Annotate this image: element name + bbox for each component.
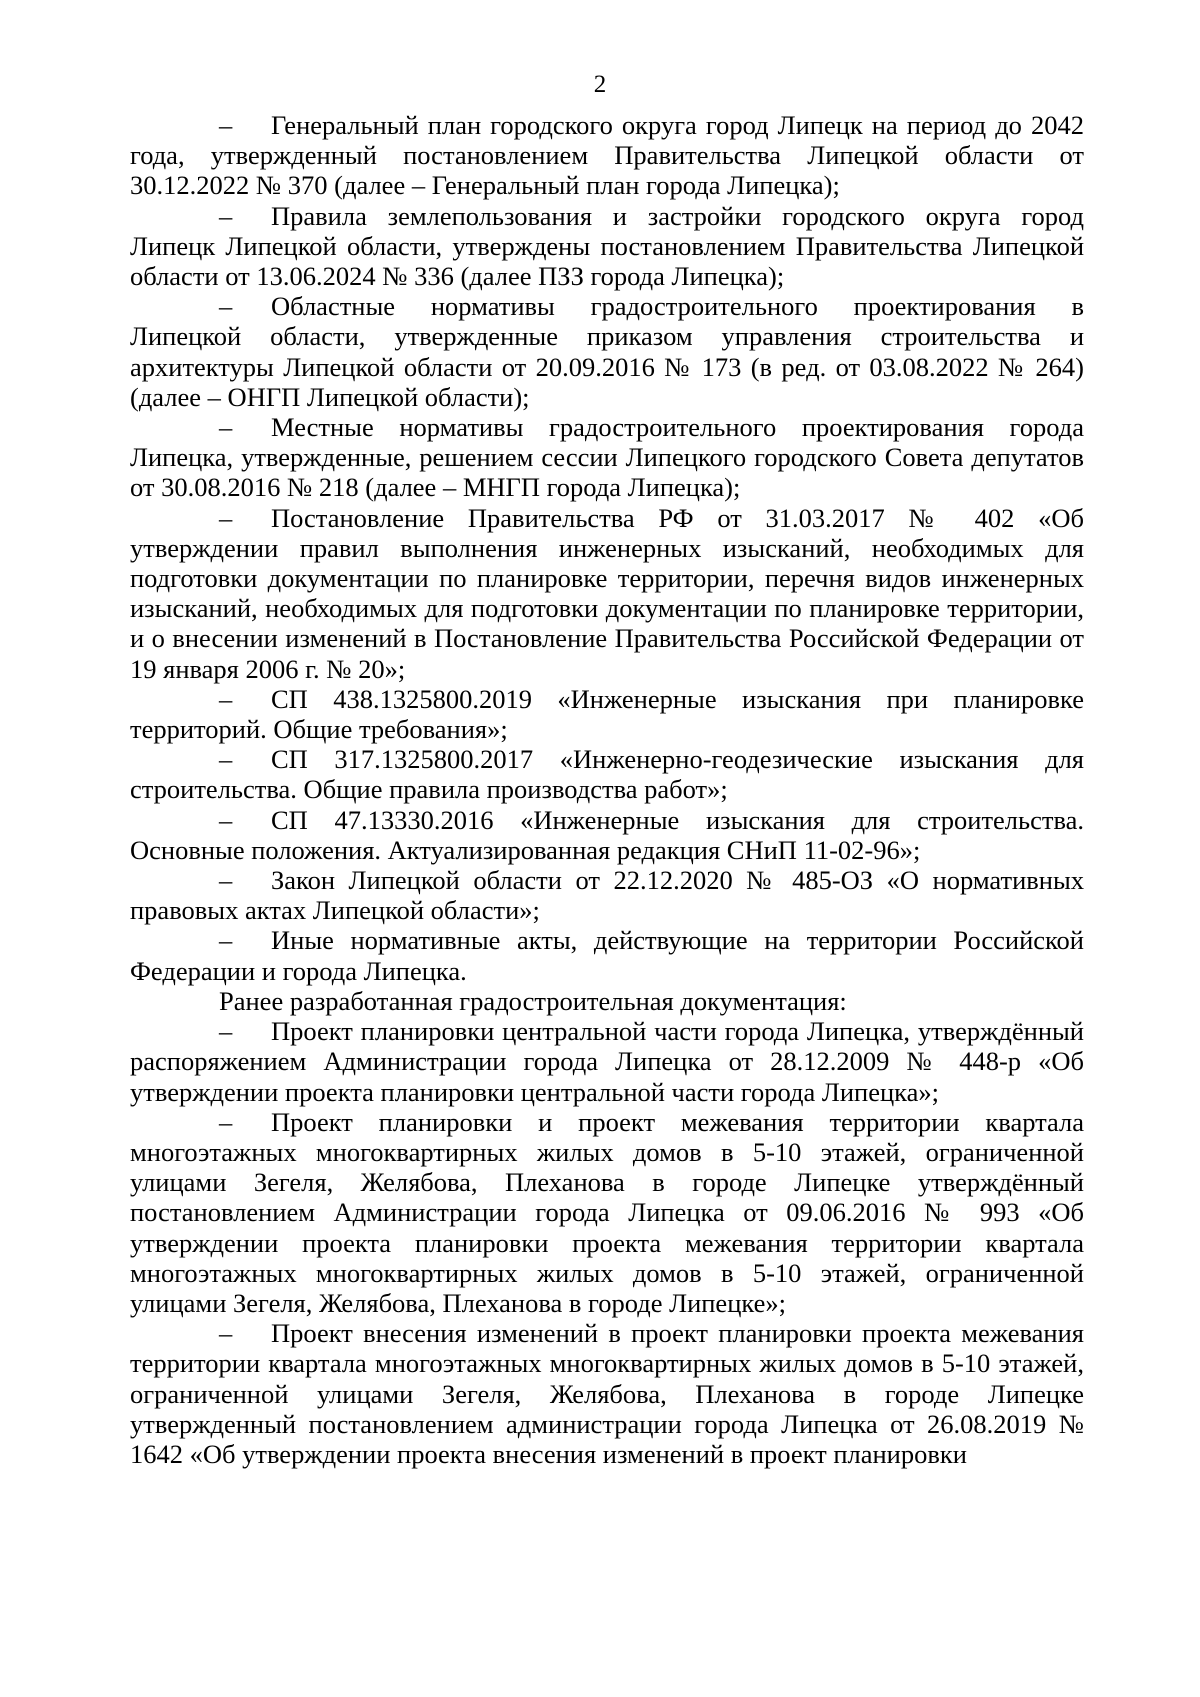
list-item — [130, 291, 1084, 412]
list-item — [130, 201, 1084, 292]
list-dash: – — [219, 744, 233, 775]
document-body — [130, 110, 1084, 1469]
list-item — [130, 684, 1084, 744]
list-item-text: Проект внесения изменений в проект планировки проекта межевания территории квартала многоэтажных многоквартирных жилых домов в 5-10 этажей, ограниченной улицами Зегеля, Желябова, Плеханова в городе Липецке утвержденный постановлением администрации города Липецка от 26.08.2019 № 1642 «Об утверждении проекта внесения изменений в проект планировки — [130, 1318, 1084, 1469]
section-heading: Ранее разработанная градостроительная документация: — [219, 985, 847, 1016]
page-number: 2 — [593, 71, 607, 98]
list-dash: – — [219, 1106, 233, 1137]
list-item-text: Постановление Правительства РФ от 31.03.2017 № 402 «Об утверждении правил выполнения инженерных изысканий, необходимых для подготовки документации по планировке территории, перечня видов инженерных изысканий, необходимых для подготовки документации по планировке территории, и о внесении изменений в Постановление Правительства Российской Федерации от 19 января 2006 г. № 20»; — [130, 502, 1084, 684]
list-item-text: Местные нормативы градостроительного проектирования города Липецка, утвержденные, решением сессии Липецкого городского Совета депутатов от 30.08.2016 № 218 (далее – МНГП города Липецка); — [130, 412, 1084, 503]
list-item — [130, 925, 1084, 985]
list-dash: – — [219, 502, 233, 533]
list-dash: – — [219, 1318, 233, 1349]
list-item-text: Закон Липецкой области от 22.12.2020 № 485-ОЗ «О нормативных правовых актах Липецкой области»; — [130, 865, 1084, 926]
list-item-text: СП 47.13330.2016 «Инженерные изыскания для строительства. Основные положения. Актуализированная редакция СНиП 11-02-96»; — [130, 804, 1084, 865]
list-item-text: Проект планировки центральной части города Липецка, утверждённый распоряжением Администрации города Липецка от 28.12.2009 № 448-р «Об утверждении проекта планировки центральной части города Липецка»; — [130, 1016, 1084, 1107]
list-item-text: Генеральный план городского округа город Липецк на период до 2042 года, утвержденный постановлением Правительства Липецкой области от 30.12.2022 № 370 (далее – Генеральный план города Липецка); — [130, 110, 1084, 201]
list-dash: – — [219, 925, 233, 956]
list-item — [130, 865, 1084, 925]
list-item — [130, 1107, 1084, 1318]
list-item — [130, 110, 1084, 201]
list-item — [130, 1016, 1084, 1107]
list-item — [130, 412, 1084, 503]
list-dash: – — [219, 865, 233, 896]
list-dash: – — [219, 110, 233, 140]
list-item-text: СП 438.1325800.2019 «Инженерные изыскания при планировке территорий. Общие требования»; — [130, 683, 1084, 745]
list-dash: – — [219, 683, 233, 714]
list-item-text: Проект планировки и проект межевания территории квартала многоэтажных многоквартирных жилых домов в 5-10 этажей, ограниченной улицами Зегеля, Желябова, Плеханова в городе Липецке утверждённый постановлением Администрации города Липецка от 09.06.2016 № 993 «Об утверждении проекта планировки проекта межевания территории квартала многоэтажных многоквартирных жилых домов в 5-10 этажей, ограниченной улицами Зегеля, Желябова, Плеханова в городе Липецке»; — [130, 1106, 1084, 1318]
list-dash: – — [219, 412, 233, 443]
list-dash: – — [219, 1016, 233, 1047]
list-item-text: Иные нормативные акты, действующие на территории Российской Федерации и города Липецка. — [130, 925, 1084, 986]
list-item-text: СП 317.1325800.2017 «Инженерно-геодезические изыскания для строительства. Общие правила производства работ»; — [130, 744, 1084, 805]
list-item — [130, 744, 1084, 804]
list-dash: – — [219, 804, 233, 835]
list-item — [130, 1318, 1084, 1469]
list-item-text: Областные нормативы градостроительного проектирования в Липецкой области, утвержденные приказом управления строительства и архитектуры Липецкой области от 20.09.2016 № 173 (в ред. от 03.08.2022 № 264) (далее – ОНГП Липецкой области); — [130, 291, 1084, 412]
list-item — [130, 503, 1084, 684]
list-dash: – — [219, 200, 233, 231]
list-item — [130, 805, 1084, 865]
list-item-text: Правила землепользования и застройки городского округа город Липецк Липецкой области, утверждены постановлением Правительства Липецкой области от 13.06.2024 № 336 (далее ПЗЗ города Липецка); — [130, 200, 1084, 292]
list-dash: – — [219, 291, 233, 322]
